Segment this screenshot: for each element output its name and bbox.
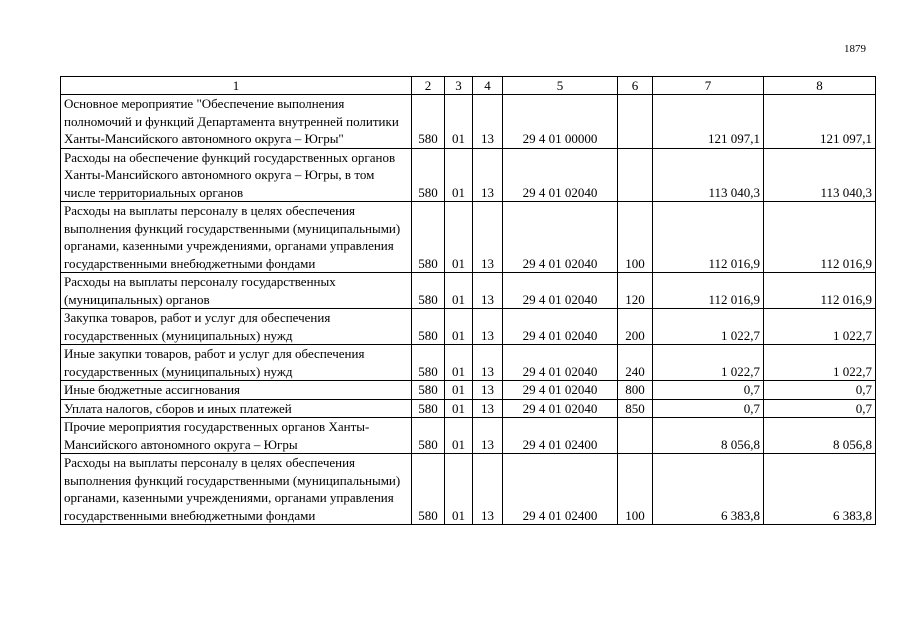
target-code-cell: 29 4 01 02400 [503, 418, 618, 454]
target-code-cell: 29 4 01 02040 [503, 273, 618, 309]
admin-code-cell: 580 [412, 399, 445, 418]
row-name-cell: Расходы на обеспечение функций государственных органов Ханты-Мансийского автономного округа – Югры, в том числе территориальных органов [61, 148, 412, 202]
subsection-code-cell: 13 [473, 309, 503, 345]
target-code-cell: 29 4 01 02040 [503, 148, 618, 202]
header-cell: 7 [653, 77, 764, 95]
amount-cell-8: 112 016,9 [764, 202, 876, 273]
subsection-code-cell: 13 [473, 454, 503, 525]
target-code-cell: 29 4 01 02040 [503, 309, 618, 345]
header-cell: 1 [61, 77, 412, 95]
admin-code-cell: 580 [412, 202, 445, 273]
row-name-cell: Расходы на выплаты персоналу в целях обеспечения выполнения функций государственными (муниципальными) органами, казенными учреждениями, органами управления государственными внебюджетными фондами [61, 202, 412, 273]
amount-cell-8: 6 383,8 [764, 454, 876, 525]
table-row [61, 273, 876, 309]
amount-cell-8: 0,7 [764, 399, 876, 418]
amount-cell-7: 0,7 [653, 399, 764, 418]
admin-code-cell: 580 [412, 309, 445, 345]
expense-type-cell: 200 [618, 309, 653, 345]
amount-cell-7: 121 097,1 [653, 95, 764, 149]
subsection-code-cell: 13 [473, 399, 503, 418]
admin-code-cell: 580 [412, 381, 445, 400]
target-code-cell: 29 4 01 02040 [503, 399, 618, 418]
header-cell: 5 [503, 77, 618, 95]
subsection-code-cell: 13 [473, 418, 503, 454]
amount-cell-7: 112 016,9 [653, 202, 764, 273]
target-code-cell: 29 4 01 02040 [503, 202, 618, 273]
row-name-cell: Прочие мероприятия государственных органов Ханты-Мансийского автономного округа – Югры [61, 418, 412, 454]
admin-code-cell: 580 [412, 454, 445, 525]
subsection-code-cell: 13 [473, 148, 503, 202]
header-cell: 4 [473, 77, 503, 95]
section-code-cell: 01 [445, 399, 473, 418]
table-row [61, 202, 876, 273]
target-code-cell: 29 4 01 02040 [503, 345, 618, 381]
expense-type-cell [618, 95, 653, 149]
header-cell: 6 [618, 77, 653, 95]
admin-code-cell: 580 [412, 273, 445, 309]
header-cell: 2 [412, 77, 445, 95]
header-cell: 8 [764, 77, 876, 95]
section-code-cell: 01 [445, 381, 473, 400]
section-code-cell: 01 [445, 202, 473, 273]
amount-cell-7: 1 022,7 [653, 309, 764, 345]
section-code-cell: 01 [445, 273, 473, 309]
admin-code-cell: 580 [412, 418, 445, 454]
expense-type-cell [618, 418, 653, 454]
amount-cell-8: 121 097,1 [764, 95, 876, 149]
section-code-cell: 01 [445, 309, 473, 345]
subsection-code-cell: 13 [473, 381, 503, 400]
amount-cell-7: 1 022,7 [653, 345, 764, 381]
amount-cell-8: 113 040,3 [764, 148, 876, 202]
admin-code-cell: 580 [412, 345, 445, 381]
expense-type-cell: 120 [618, 273, 653, 309]
amount-cell-8: 1 022,7 [764, 345, 876, 381]
header-cell: 3 [445, 77, 473, 95]
row-name-cell: Иные бюджетные ассигнования [61, 381, 412, 400]
amount-cell-8: 8 056,8 [764, 418, 876, 454]
amount-cell-8: 112 016,9 [764, 273, 876, 309]
amount-cell-7: 0,7 [653, 381, 764, 400]
expense-type-cell: 850 [618, 399, 653, 418]
subsection-code-cell: 13 [473, 345, 503, 381]
section-code-cell: 01 [445, 148, 473, 202]
expense-type-cell: 100 [618, 454, 653, 525]
section-code-cell: 01 [445, 454, 473, 525]
table-row [61, 418, 876, 454]
row-name-cell: Расходы на выплаты персоналу в целях обеспечения выполнения функций государственными (муниципальными) органами, казенными учреждениями, органами управления государственными внебюджетными фондами [61, 454, 412, 525]
amount-cell-7: 8 056,8 [653, 418, 764, 454]
amount-cell-7: 112 016,9 [653, 273, 764, 309]
section-code-cell: 01 [445, 418, 473, 454]
row-name-cell: Основное мероприятие "Обеспечение выполнения полномочий и функций Департамента внутренней политики Ханты-Мансийского автономного округа – Югры" [61, 95, 412, 149]
amount-cell-7: 113 040,3 [653, 148, 764, 202]
row-name-cell: Уплата налогов, сборов и иных платежей [61, 399, 412, 418]
table-row [61, 381, 876, 400]
expense-type-cell: 100 [618, 202, 653, 273]
amount-cell-7: 6 383,8 [653, 454, 764, 525]
section-code-cell: 01 [445, 95, 473, 149]
table-header-row [61, 77, 876, 95]
table-row [61, 399, 876, 418]
amount-cell-8: 0,7 [764, 381, 876, 400]
row-name-cell: Расходы на выплаты персоналу государственных (муниципальных) органов [61, 273, 412, 309]
table-row [61, 345, 876, 381]
expense-type-cell [618, 148, 653, 202]
subsection-code-cell: 13 [473, 202, 503, 273]
row-name-cell: Иные закупки товаров, работ и услуг для обеспечения государственных (муниципальных) нужд [61, 345, 412, 381]
section-code-cell: 01 [445, 345, 473, 381]
target-code-cell: 29 4 01 00000 [503, 95, 618, 149]
expense-type-cell: 240 [618, 345, 653, 381]
page-number: 1879 [844, 43, 866, 55]
table-row [61, 95, 876, 149]
table-row [61, 454, 876, 525]
admin-code-cell: 580 [412, 95, 445, 149]
table-row [61, 309, 876, 345]
amount-cell-8: 1 022,7 [764, 309, 876, 345]
table-row [61, 148, 876, 202]
target-code-cell: 29 4 01 02040 [503, 381, 618, 400]
expense-type-cell: 800 [618, 381, 653, 400]
subsection-code-cell: 13 [473, 95, 503, 149]
admin-code-cell: 580 [412, 148, 445, 202]
budget-table [60, 76, 876, 525]
subsection-code-cell: 13 [473, 273, 503, 309]
row-name-cell: Закупка товаров, работ и услуг для обеспечения государственных (муниципальных) нужд [61, 309, 412, 345]
target-code-cell: 29 4 01 02400 [503, 454, 618, 525]
